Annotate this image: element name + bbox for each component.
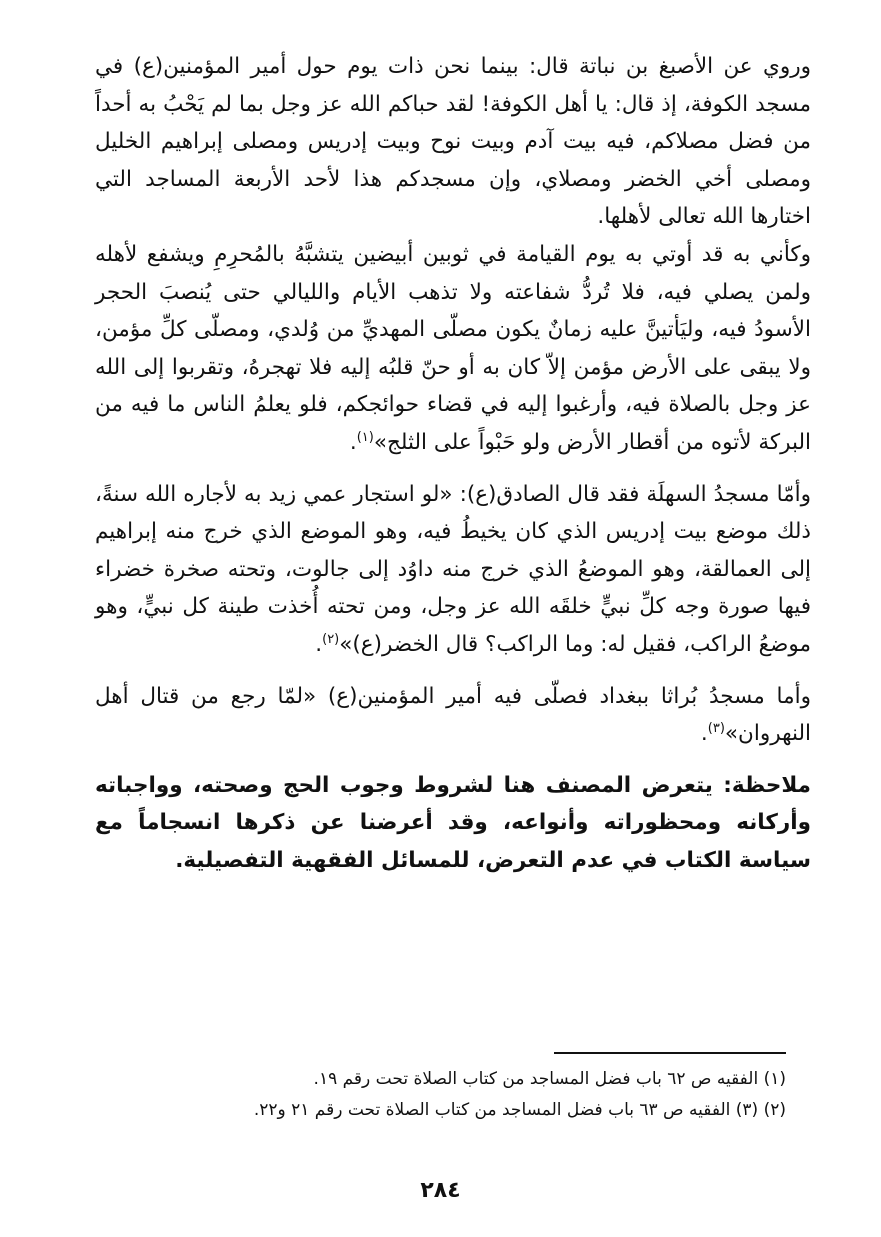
footnote-1: (١) الفقيه ص ٦٢ باب فضل المساجد من كتاب الصلاة تحت رقم ١٩. bbox=[313, 1069, 786, 1089]
paragraph-text: وروي عن الأصبغ بن نباتة قال: بينما نحن ذات يوم حول أمير المؤمنين(ع) في مسجد الكوفة، إذ قال: يا أهل الكوفة! لقد حباكم الله عز وجل بما لم يَحْبُ به أحداً من فضل مصلاكم، فيه بيت آدم وبيت نوح وبيت إدريس ومصلى إبراهيم الخليل ومصلى أخي الخضر ومصلاي، وإن مسجدكم هذا لأحد الأربعة المساجد التي اختارها الله تعالى لأهلها. bbox=[95, 54, 811, 230]
main-text bbox=[95, 48, 811, 879]
editor-note bbox=[95, 767, 811, 880]
footnote-divider bbox=[554, 1052, 786, 1054]
paragraph-text: وأمّا مسجدُ السهلَة فقد قال الصادق(ع): «لو استجار عمي زيد به لأجاره الله سنةً، ذلك موضع بيت إدريس الذي كان يخيطُ فيه، وهو الموضع الذي خرج منه إبراهيم إلى العمالقة، وهو الموضعُ الذي خرج منه داوُد إلى جالوت، وتحته صخرة خضراء فيها صورة وجه كلِّ نبيٍّ خلقَه الله عز وجل، ومن تحته أُخذت طينة كل نبيٍّ، وهو موضعُ الراكب، فقيل له: وما الراكب؟ قال الخضر(ع)» bbox=[95, 481, 811, 657]
paragraph-text: وكأني به قد أوتي به يوم القيامة في ثوبين أبيضين يتشبَّهُ بالمُحرِمِ ويشفع لأهله ولمن يصلي فيه، فلا تُردُّ شفاعته ولا تذهب الأيام والليالي حتى يُنصبَ الحجر الأسودُ فيه، وليَأتينَّ عليه زمانٌ يكون مصلّى المهديِّ من وُلدي، ومصلّى كلِّ مؤمن، ولا يبقى على الأرض مؤمن إلاّ كان به أو حنّ قلبُه إليه فلا تهجرهُ، وتقربوا إلى الله عز وجل بالصلاة فيه، وأرغبوا إليه في قضاء حوائجكم، فلو يعلمُ الناس ما فيه من البركة لأتوه من أقطار الأرض ولو حَبْواً على الثلج» bbox=[95, 241, 811, 455]
note-body: يتعرض المصنف هنا لشروط وجوب الحج وصحته، وواجباته وأركانه ومحظوراته وأنواعه، وقد أعرضنا عن ذكرها انسجاماً مع سياسة الكتاب في عدم التعرض، للمسائل الفقهية التفصيلية. bbox=[95, 772, 811, 873]
note-label: ملاحظة: bbox=[723, 772, 811, 798]
paragraph-kufa-continued: وكأني به قد أوتي به يوم القيامة في ثوبين أبيضين يتشبَّهُ بالمُحرِمِ ويشفع لأهله ولمن يصلي فيه، فلا تُردُّ شفاعته ولا تذهب الأيام والليالي حتى يُنصبَ الحجر الأسودُ فيه، وليَأتينَّ عليه زمانٌ يكون مصلّى المهديِّ من وُلدي، ومصلّى كلِّ مؤمن، ولا يبقى على الأرض مؤمن إلاّ كان به أو حنّ قلبُه إليه فلا تهجرهُ، وتقربوا إلى الله عز وجل بالصلاة فيه، وأرغبوا إليه في قضاء حوائجكم، فلو يعلمُ الناس ما فيه من البركة لأتوه من أقطار الأرض ولو حَبْواً على الثلج»$^{(١)}$. bbox=[95, 241, 811, 455]
footnote-2-3: (٢) (٣) الفقيه ص ٦٣ باب فضل المساجد من كتاب الصلاة تحت رقم ٢١ و٢٢. bbox=[253, 1100, 786, 1120]
paragraph-masjid-buratha: وأما مسجدُ بُراثا ببغداد فصلّى فيه أمير المؤمنين(ع) «لمّا رجع من قتال أهل النهروان»$^{(٣)}$. bbox=[95, 683, 811, 747]
page-number: ٢٨٤ bbox=[420, 1178, 461, 1203]
paragraph-masjid-sahla: وأمّا مسجدُ السهلَة فقد قال الصادق(ع): «لو استجار عمي زيد به لأجاره الله سنةً، ذلك موضع بيت إدريس الذي كان يخيطُ فيه، وهو الموضع الذي خرج منه إبراهيم إلى العمالقة، وهو الموضعُ الذي خرج منه داوُد إلى جالوت، وتحته صخرة خضراء فيها صورة وجه كلِّ نبيٍّ خلقَه الله عز وجل، ومن تحته أُخذت طينة كل نبيٍّ، وهو موضعُ الراكب، فقيل له: وما الراكب؟ قال الخضر(ع)»$^{(٢)}$. bbox=[95, 481, 811, 657]
footnote-ref[interactable]: (٢) bbox=[322, 631, 340, 647]
footnotes bbox=[95, 1064, 786, 1126]
paragraph-masjid-kufa bbox=[95, 48, 811, 236]
footnote-ref[interactable]: (٣) bbox=[707, 720, 725, 736]
paragraph-text: وأما مسجدُ بُراثا ببغداد فصلّى فيه أمير المؤمنين(ع) «لمّا رجع من قتال أهل النهروان» bbox=[95, 683, 811, 747]
footnote-ref[interactable]: (١) bbox=[356, 429, 374, 445]
